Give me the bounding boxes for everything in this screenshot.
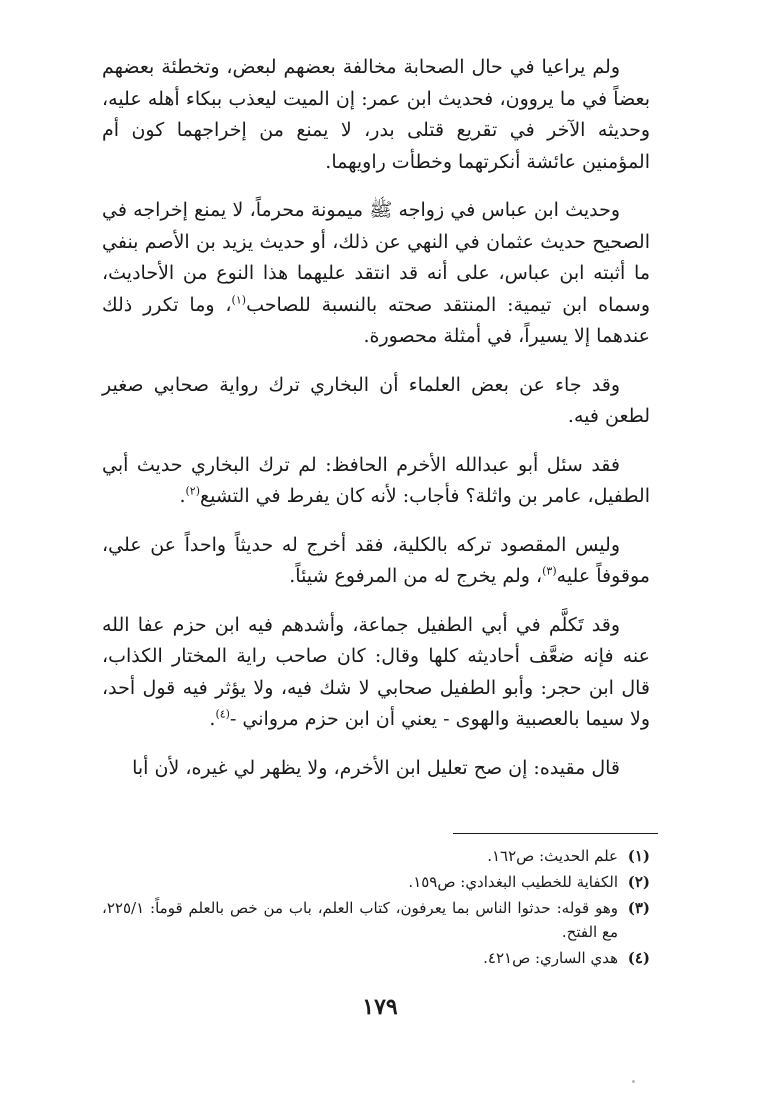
footnote-3 [102,896,650,944]
paragraph-5: وليس المقصود تركه بالكلية، فقد أخرج له حديثاً واحداً عن علي، موقوفاً عليه$^{(٣)}$، ولم يخرج له من المرفوع شيئاً. [102,533,650,587]
footnote-1 [102,844,650,868]
paragraph-4: فقد سئل أبو عبدالله الأخرم الحافظ: لم ترك البخاري حديث أبي الطفيل، عامر بن واثلة؟ فأجاب: لأنه كان يفرط في التشيع$^{(٢)}$. [102,453,650,507]
footnote-text: علم الحديث: ص١٦٢. [487,847,618,865]
footnote-ref-3[interactable]: (٣) [542,564,557,578]
footnote-text: هدي الساري: ص٤٢١. [483,949,618,967]
paragraph-3: وقد جاء عن بعض العلماء أن البخاري ترك رواية صحابي صغير لطعن فيه. [102,373,650,427]
scan-speck [632,1080,635,1083]
footnote-ref-2[interactable]: (٢) [185,484,201,498]
footnote-text: الكفاية للخطيب البغدادي: ص١٥٩. [408,873,618,891]
footnote-text: وهو قوله: حدثوا الناس بما يعرفون، كتاب العلم، باب من خص بالعلم قوماً: ٢٢٥/١، مع الفتح. [102,899,618,941]
footnote-4 [102,946,650,970]
paragraph-7: قال مقيده: إن صح تعليل ابن الأخرم، ولا يظهر لي غيره، لأن أبا [132,756,620,779]
footnote-separator [453,833,658,834]
footnote-number: (٢) [627,873,650,891]
footnote-ref-4[interactable]: (٤) [215,707,230,721]
footnote-number: (١) [627,847,650,865]
paragraph-2: وحديث ابن عباس في زواجه ﷺ ميمونة محرماً، لا يمنع إخراجه في الصحيح حديث عثمان في النهي عن ذلك، أو حديث يزيد بن الأصم بنفي ما أثبته ابن عباس، على أنه قد انتقد عليهما هذا النوع من الأحاديث، وسماه ابن تيمية: المنتقد صحته بالنسبة للصاحب$^{(١)}$، وما تكرر ذلك عندهما إلا يسيراً، في أمثلة محصورة. [102,199,650,347]
footnote-number: (٤) [627,949,650,967]
footnote-number: (٣) [627,899,650,917]
paragraph-1: ولم يراعيا في حال الصحابة مخالفة بعضهم لبعض، وتخطئة بعضهم بعضاً في ما يروون، فحديث ابن عمر: إن الميت ليعذب ببكاء أهله عليه، وحديثه الآخر في تقريع قتلى بدر، لا يمنع من إخراجهما كون أم المؤمنين عائشة أنكرتهما وخطأت راويهما. [102,56,650,173]
paragraph-6: وقد تَكلَّم في أبي الطفيل جماعة، وأشدهم فيه ابن حزم عفا الله عنه فإنه ضعَّف أحاديثه كلها وقال: كان صاحب راية المختار الكذاب، قال ابن حجر: وأبو الطفيل صحابي لا شك فيه، ولا يؤثر فيه قول أحد، ولا سيما بالعصبية والهوى - يعني أن ابن حزم مرواني -$^{(٤)}$. [102,613,650,730]
footnotes [102,844,650,972]
main-text [102,52,650,784]
footnote-2 [102,870,650,894]
footnote-ref-1[interactable]: (١) [231,293,247,307]
page-number: ١٧٩ [362,994,398,1020]
